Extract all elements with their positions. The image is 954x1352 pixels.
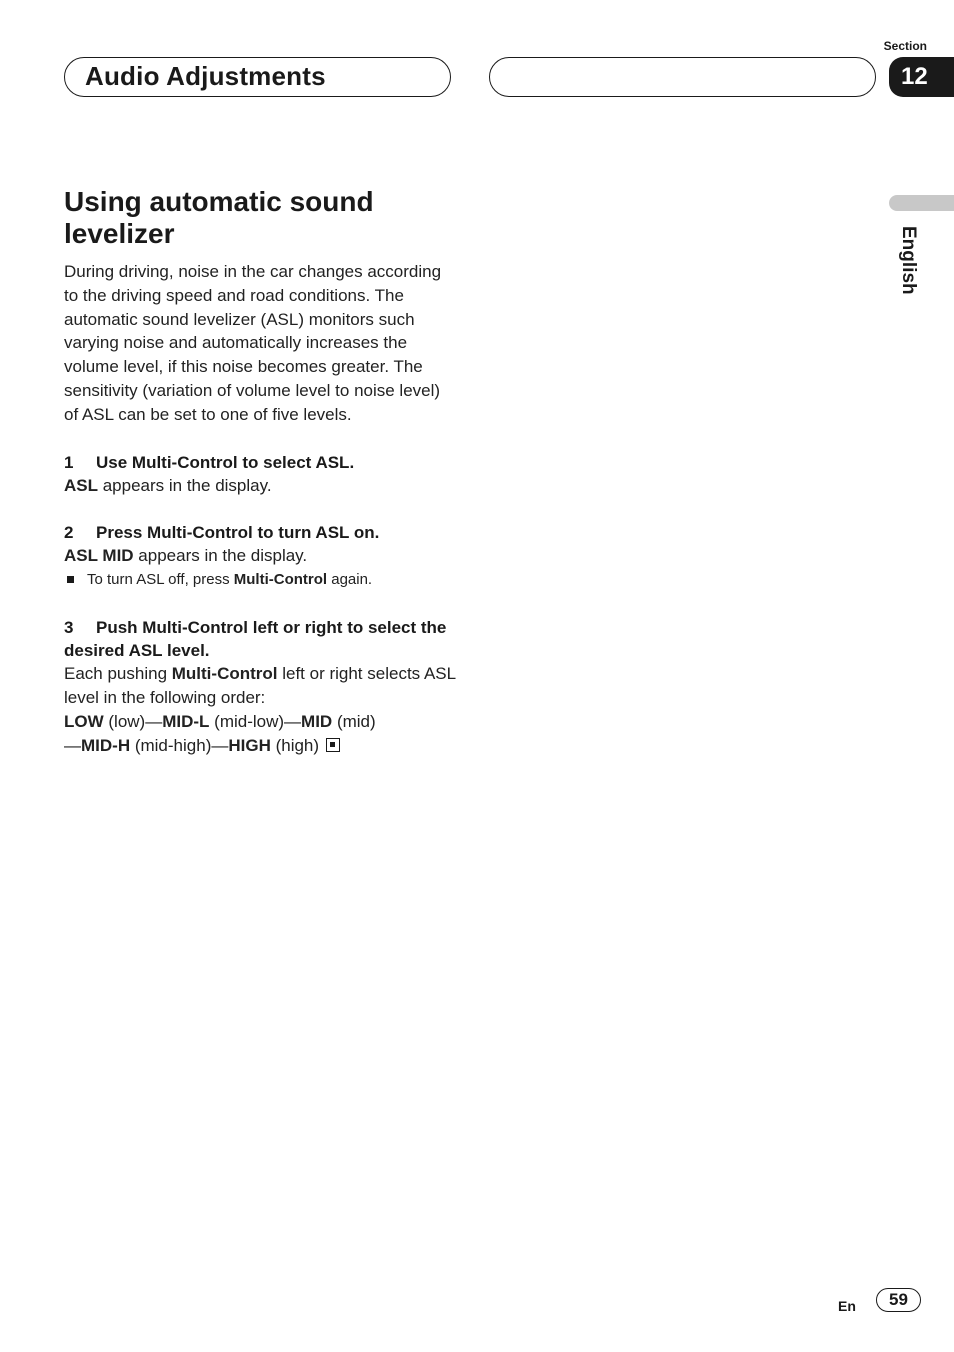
end-mark-icon [326, 738, 340, 752]
intro-paragraph: During driving, noise in the car changes according to the driving speed and road conditions. The automatic sound levelizer (ASL) monitors such varying noise and automatically increases the volume level, if this noise becomes greater. The sensitivity (variation of volume level to noise level) of ASL can be set to one of five levels. [64, 262, 442, 424]
section-label: Section [883, 39, 927, 53]
header-blank-frame [489, 57, 876, 97]
bullet-square-icon [67, 576, 74, 583]
page-number: 59 [876, 1288, 921, 1312]
article-heading: Using automatic sound levelizer [64, 186, 374, 249]
step-2-result: ASL MID appears in the display. [64, 546, 308, 566]
language-tab-bar [889, 195, 954, 211]
step-3-title: 3 Push Multi-Control left or right to select the desired ASL level. [64, 618, 447, 661]
language-label: English [898, 226, 919, 295]
article [64, 186, 456, 757]
section-number-tab: 12 [889, 57, 954, 97]
header-title: Audio Adjustments [85, 61, 326, 91]
step-1-result: ASL appears in the display. [64, 475, 272, 495]
header-title-frame [64, 57, 451, 97]
asl-level-order: LOW (low)—MID-L (mid-low)—MID (mid) —MID-H (mid-high)—HIGH (high) [64, 711, 376, 755]
step-2-note: To turn ASL off, press Multi-Control again. [64, 568, 456, 592]
step-2-title: 2 Press Multi-Control to turn ASL on. [64, 523, 380, 543]
footer-language-code: En [838, 1298, 856, 1314]
step-1-title: 1 Use Multi-Control to select ASL. [64, 452, 355, 472]
step-3-description: Each pushing Multi-Control left or right selects ASL level in the following order: [64, 664, 456, 707]
